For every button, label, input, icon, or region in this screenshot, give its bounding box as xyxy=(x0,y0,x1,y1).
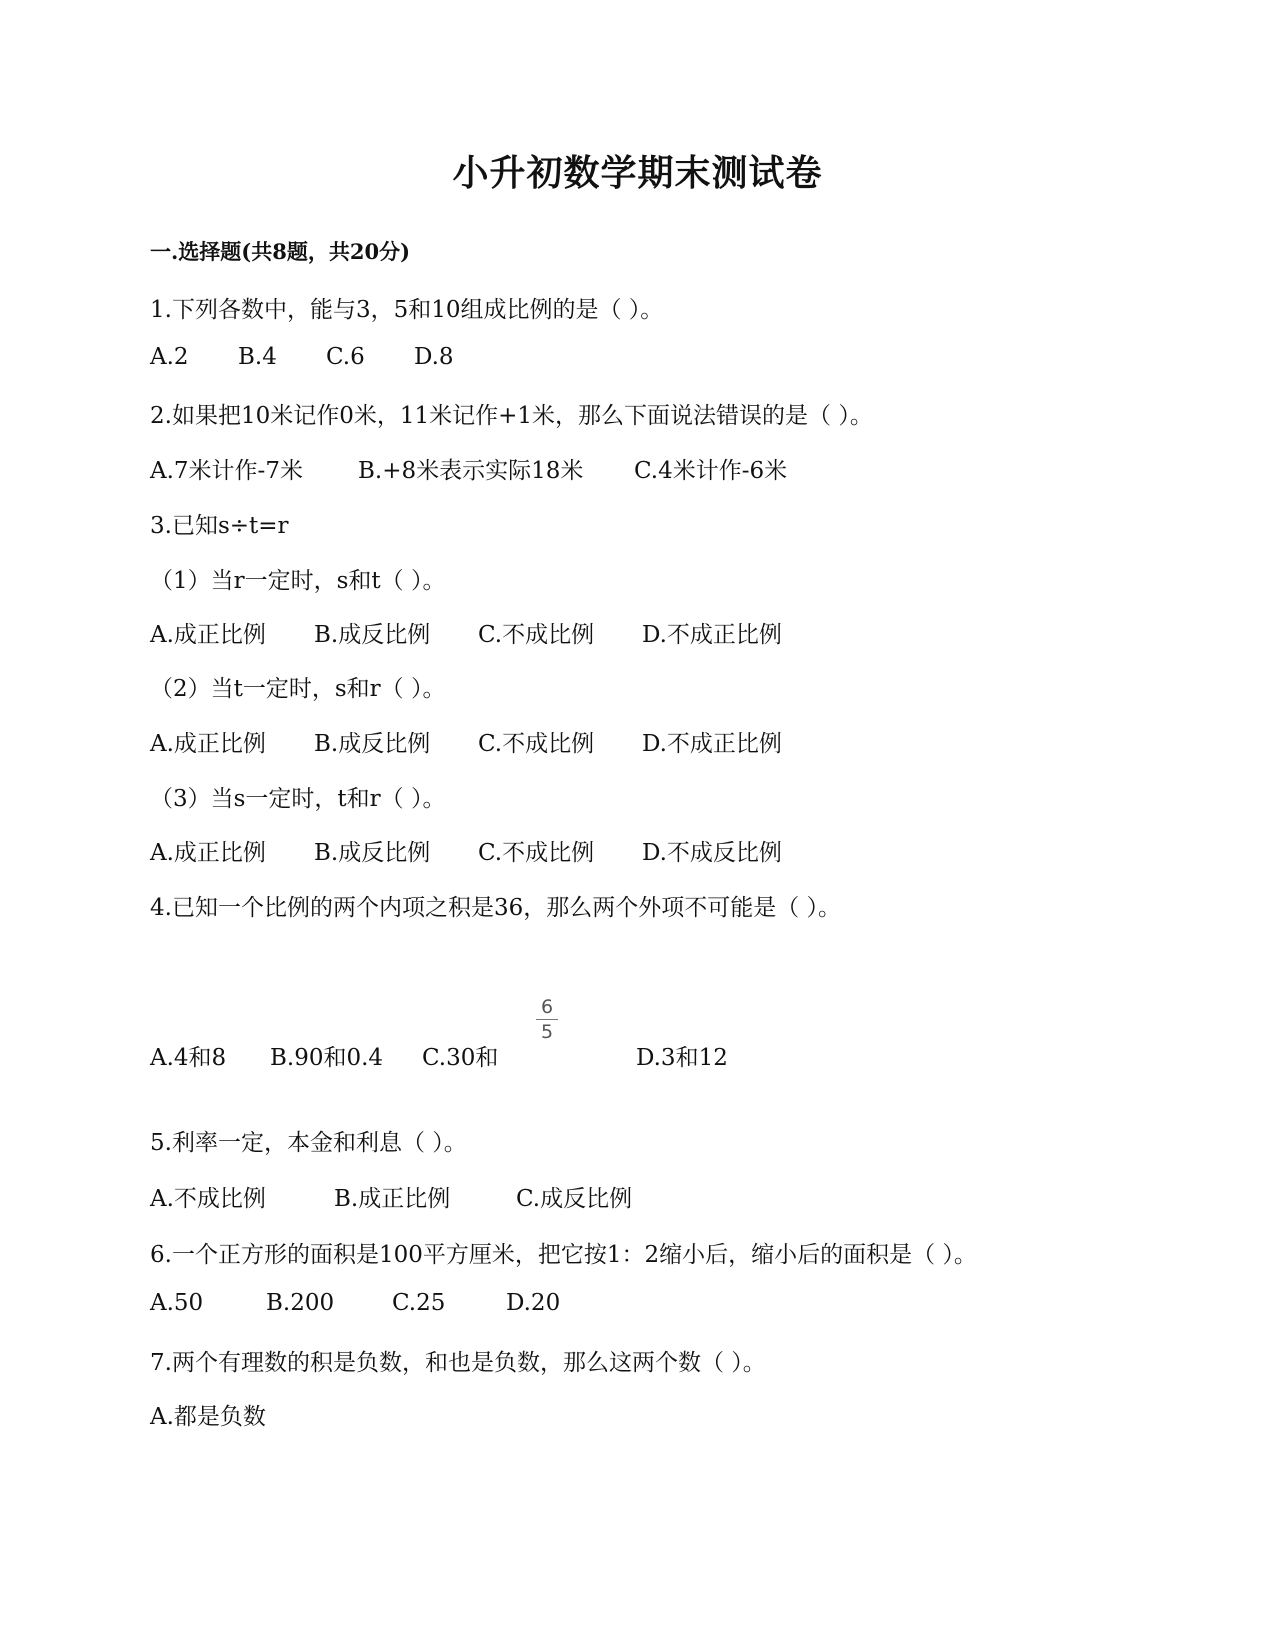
q2-option-c: C.4米计作-6米 xyxy=(634,458,788,484)
question-1: 1.下列各数中，能与3，5和10组成比例的是（ ）。 xyxy=(150,297,664,323)
fraction-six-fifths xyxy=(536,996,558,1043)
fraction-denominator: 5 xyxy=(540,1021,554,1043)
q5-option-a: A.不成比例 xyxy=(150,1186,266,1212)
question-3-2: （2）当t一定时，s和r（ ）。 xyxy=(150,676,446,702)
q1-option-c: C.6 xyxy=(326,344,365,370)
page-title: 小升初数学期末测试卷 xyxy=(452,152,823,194)
question-7: 7.两个有理数的积是负数，和也是负数，那么这两个数（ ）。 xyxy=(150,1350,766,1376)
question-4: 4.已知一个比例的两个内项之积是36，那么两个外项不可能是（ ）。 xyxy=(150,895,842,921)
q5-option-c: C.成反比例 xyxy=(516,1186,633,1212)
q4-option-d: D.3和12 xyxy=(636,1045,728,1071)
q3-3-option-a: A.成正比例 xyxy=(150,840,266,866)
q1-option-a: A.2 xyxy=(150,344,189,370)
q4-option-b: B.90和0.4 xyxy=(270,1045,384,1071)
q3-1-option-a: A.成正比例 xyxy=(150,622,266,648)
q3-3-option-c: C.不成比例 xyxy=(478,840,595,866)
question-2: 2.如果把10米记作0米，11米记作+1米，那么下面说法错误的是（ ）。 xyxy=(150,403,873,429)
q6-option-a: A.50 xyxy=(150,1290,204,1316)
q3-1-option-b: B.成反比例 xyxy=(314,622,431,648)
q3-1-option-d: D.不成正比例 xyxy=(642,622,782,648)
q3-2-option-b: B.成反比例 xyxy=(314,731,431,757)
q3-2-option-d: D.不成正比例 xyxy=(642,731,782,757)
q2-option-b: B.+8米表示实际18米 xyxy=(358,458,584,484)
q4-option-a: A.4和8 xyxy=(150,1045,227,1071)
q3-1-option-c: C.不成比例 xyxy=(478,622,595,648)
question-3: 3.已知s÷t=r xyxy=(150,513,289,539)
question-3-1: （1）当r一定时，s和t（ ）。 xyxy=(150,568,446,594)
q5-option-b: B.成正比例 xyxy=(334,1186,451,1212)
q3-2-option-a: A.成正比例 xyxy=(150,731,266,757)
question-6: 6.一个正方形的面积是100平方厘米，把它按1：2缩小后，缩小后的面积是（ ）。 xyxy=(150,1242,977,1268)
question-5: 5.利率一定，本金和利息（ ）。 xyxy=(150,1130,467,1156)
q7-option-a: A.都是负数 xyxy=(150,1404,266,1430)
q3-3-option-b: B.成反比例 xyxy=(314,840,431,866)
q1-option-d: D.8 xyxy=(414,344,454,370)
q6-option-b: B.200 xyxy=(266,1290,335,1316)
q2-option-a: A.7米计作-7米 xyxy=(150,458,303,484)
section-heading: 一.选择题(共8题，共20分) xyxy=(150,239,411,264)
q1-option-b: B.4 xyxy=(238,344,277,370)
question-3-3: （3）当s一定时，t和r（ ）。 xyxy=(150,786,446,812)
q3-2-option-c: C.不成比例 xyxy=(478,731,595,757)
q3-3-option-d: D.不成反比例 xyxy=(642,840,782,866)
q6-option-d: D.20 xyxy=(506,1290,561,1316)
q6-option-c: C.25 xyxy=(392,1290,446,1316)
q4-option-c: C.30和 xyxy=(422,1045,499,1071)
fraction-numerator: 6 xyxy=(536,996,558,1020)
